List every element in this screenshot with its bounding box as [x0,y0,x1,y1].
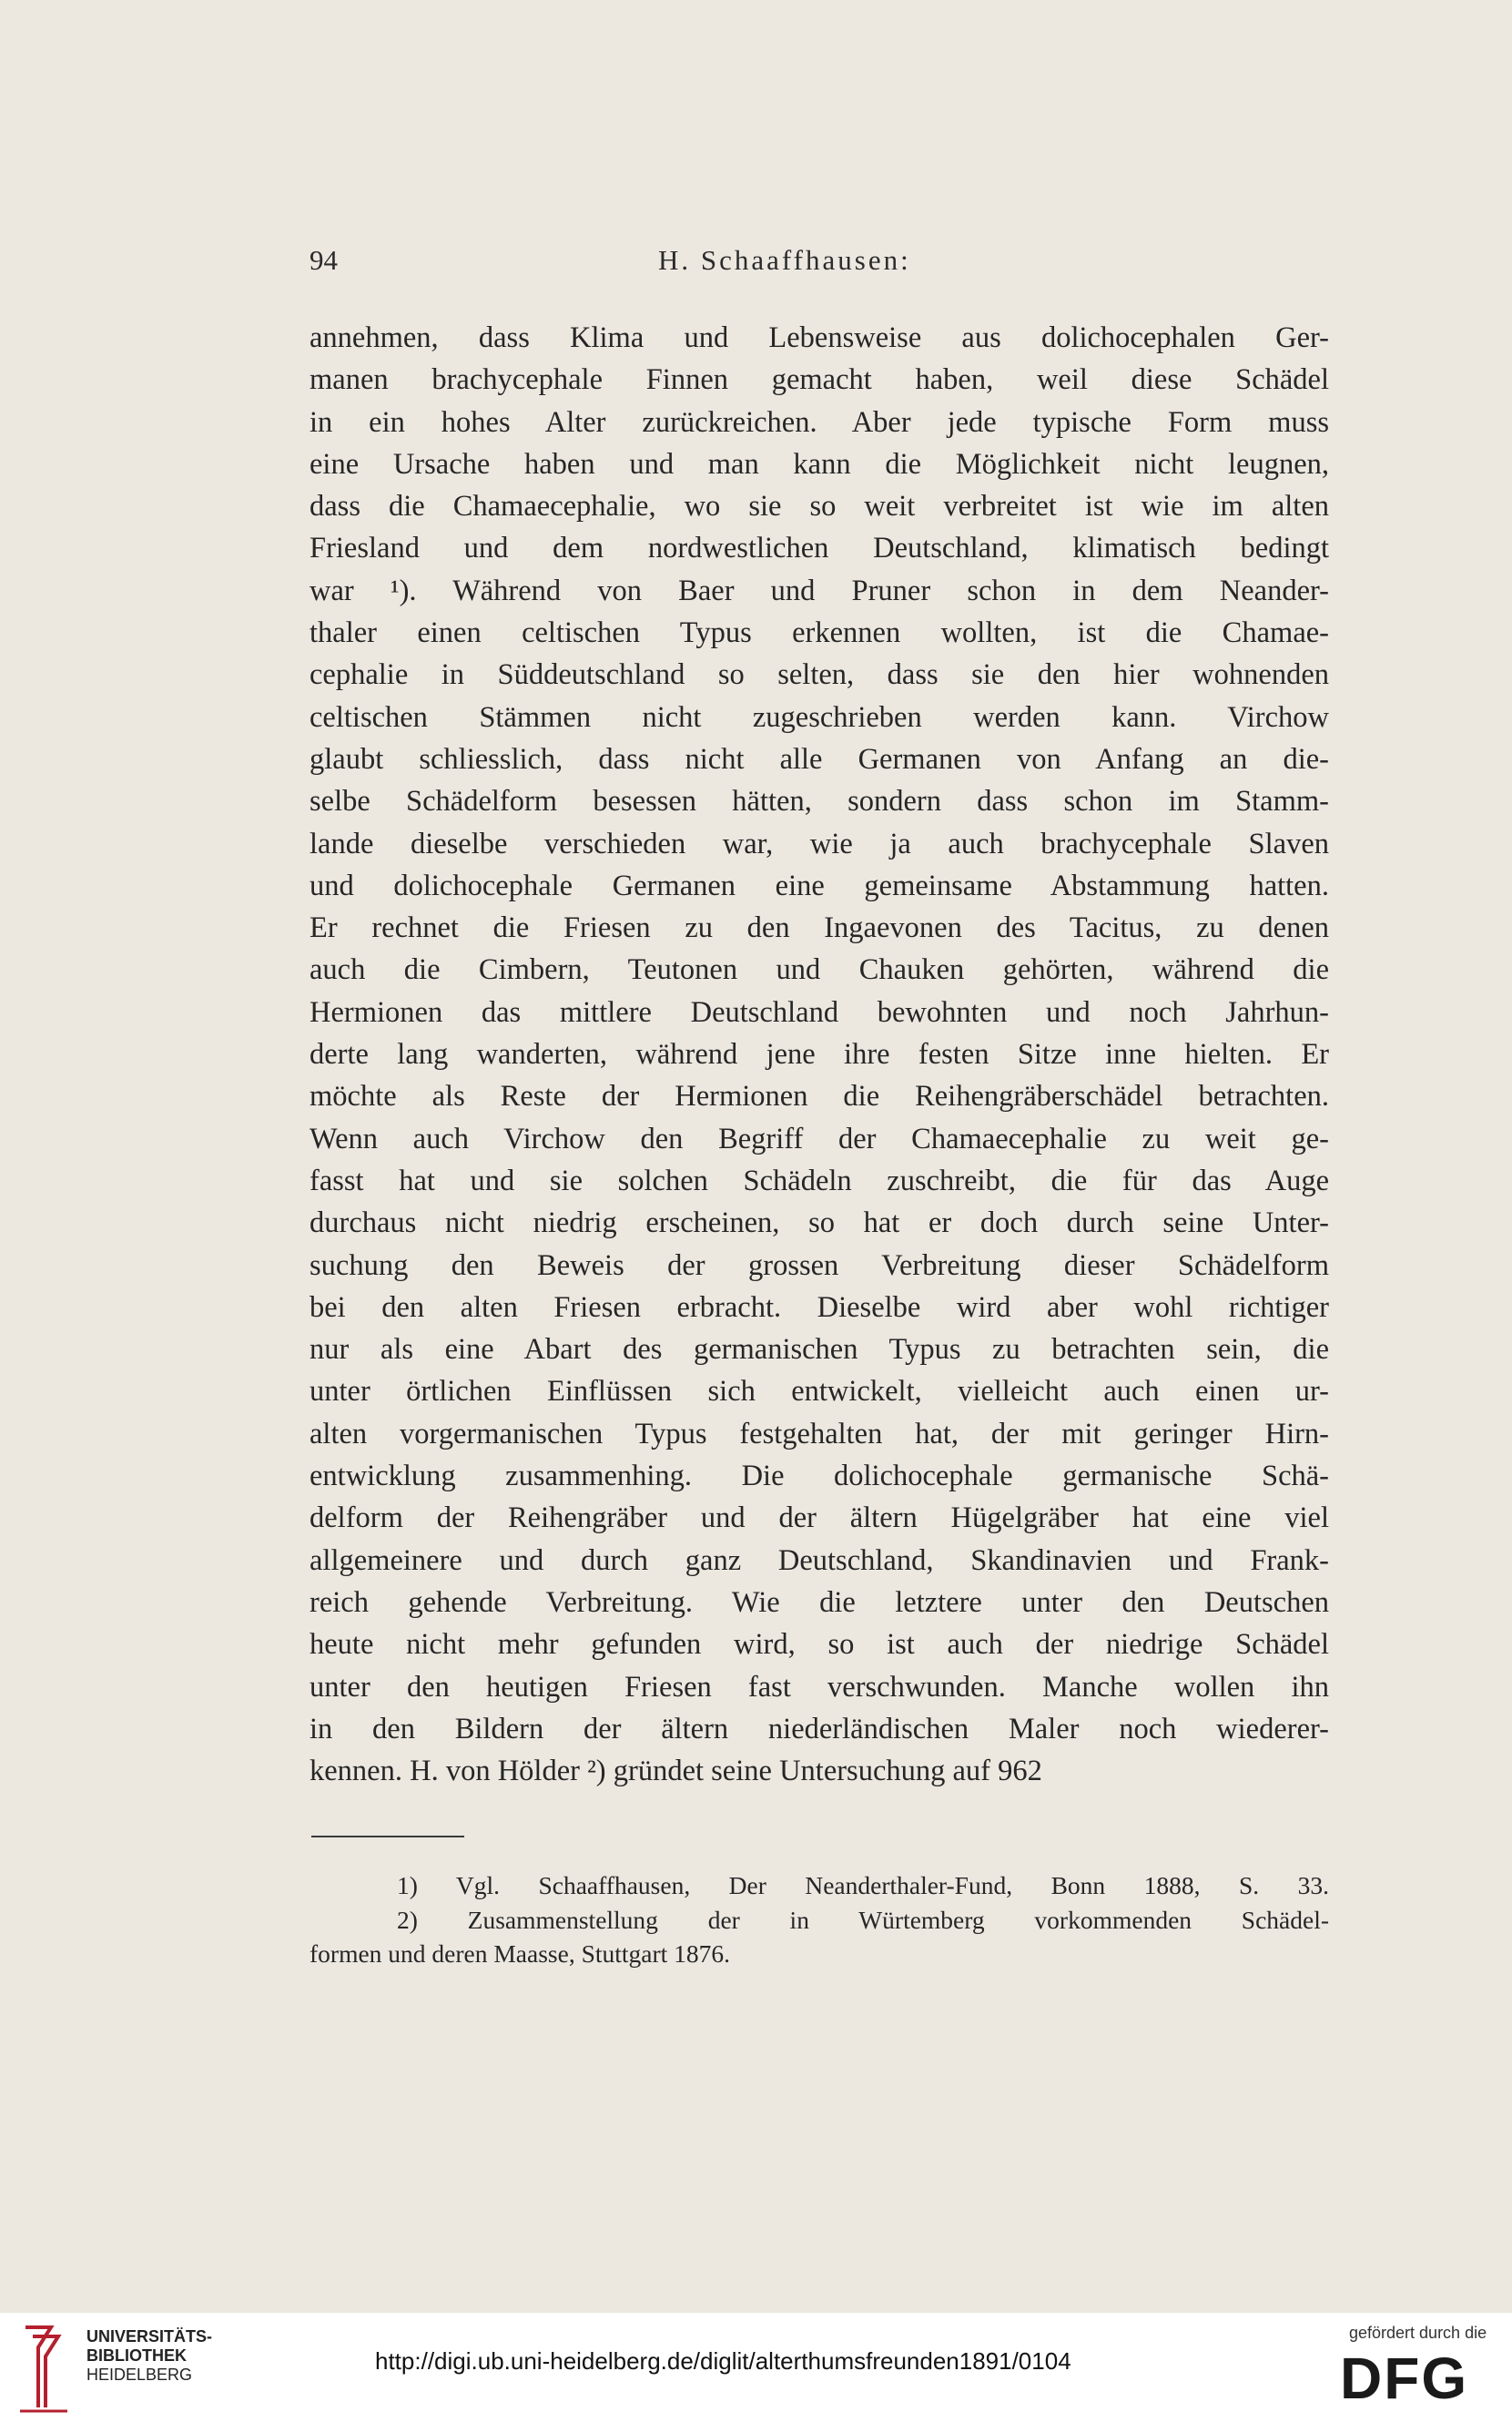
text-line: annehmen, dass Klima und Lebensweise aus dolichocephalen Ger- [310,321,1329,354]
library-name-line-2: BIBLIOTHEK [86,2346,187,2365]
text-line: kennen. H. von Hölder ²) gründet seine Untersuchung auf 962 [310,1755,1042,1788]
text-line: Hermionen das mittlere Deutschland bewohnten und noch Jahrhun- [310,995,1329,1029]
text-line: allgemeinere und durch ganz Deutschland, Skandinavien und Frank- [310,1543,1329,1577]
text-line: unter den heutigen Friesen fast verschwunden. Manche wollen ihn [310,1670,1329,1704]
text-line: manen brachycephale Finnen gemacht haben, weil diese Schädel [310,363,1329,397]
text-line: auch die Cimbern, Teutonen und Chauken gehörten, während die [310,953,1329,987]
page-number: 94 [310,244,338,276]
library-logo-icon [16,2320,71,2415]
text-line: bei den alten Friesen erbracht. Dieselbe wird aber wohl richtiger [310,1290,1329,1324]
footnote-2: 2) Zusammenstellung der in Würtemberg vorkommenden Schädel- [397,1905,1329,1934]
text-line: heute nicht mehr gefunden wird, so ist auch der niedrige Schädel [310,1628,1329,1662]
footnotes [310,1868,1329,1971]
text-line: nur als eine Abart des germanischen Typus zu betrachten sein, die [310,1333,1329,1367]
text-line: dass die Chamaecephalie, wo sie so weit verbreitet ist wie im alten [310,490,1329,524]
text-line: thaler einen celtischen Typus erkennen wollten, ist die Chamae- [310,616,1329,650]
footnote-1: 1) Vgl. Schaaffhausen, Der Neanderthaler-Fund, Bonn 1888, S. 33. [397,1871,1329,1899]
text-line: möchte als Reste der Hermionen die Reihengräberschädel betrachten. [310,1080,1329,1114]
text-line: in ein hohes Alter zurückreichen. Aber jede typische Form muss [310,405,1329,439]
text-line: lande dieselbe verschieden war, wie ja auch brachycephale Slaven [310,827,1329,860]
text-line: alten vorgermanischen Typus festgehalten hat, der mit geringer Hirn- [310,1417,1329,1450]
text-line: unter örtlichen Einflüssen sich entwickelt, vielleicht auch einen ur- [310,1375,1329,1409]
text-line: Wenn auch Virchow den Begriff der Chamaecephalie zu weit ge- [310,1122,1329,1155]
text-line: in den Bildern der ältern niederländischen Maler noch wiederer- [310,1712,1329,1745]
permalink-url[interactable]: http://digi.ub.uni-heidelberg.de/diglit/alterthumsfreunden1891/0104 [375,2347,1071,2375]
library-name-line-3: HEIDELBERG [86,2366,193,2384]
text-line: durchaus nicht niedrig erscheinen, so hat er doch durch seine Unter- [310,1206,1329,1240]
text-line: Er rechnet die Friesen zu den Ingaevonen des Tacitus, zu denen [310,911,1329,945]
text-line: derte lang wanderten, während jene ihre festen Sitze inne hielten. Er [310,1038,1329,1072]
text-line: suchung den Beweis der grossen Verbreitung dieser Schädelform [310,1248,1329,1282]
running-head: H. Schaaffhausen: [658,244,911,276]
text-line: delform der Reihengräber und der ältern Hügelgräber hat eine viel [310,1501,1329,1535]
library-name-line-1: UNIVERSITÄTS- [86,2327,213,2346]
text-line: cephalie in Süddeutschland so selten, dass sie den hier wohnenden [310,658,1329,692]
text-line: Friesland und dem nordwestlichen Deutschland, klimatisch bedingt [310,532,1329,565]
body-text [310,317,1329,1792]
dfg-logo: DFG [1340,2346,1469,2411]
footnote-divider [311,1836,464,1837]
text-line: selbe Schädelform besessen hätten, sondern dass schon im Stamm- [310,785,1329,819]
text-line: celtischen Stämmen nicht zugeschrieben werden kann. Virchow [310,700,1329,734]
text-line: und dolichocephale Germanen eine gemeinsame Abstammung hatten. [310,869,1329,902]
page-header [310,244,1329,290]
text-line: entwicklung zusammenhing. Die dolichocephale germanische Schä- [310,1460,1329,1493]
text-line: reich gehende Verbreitung. Wie die letztere unter den Deutschen [310,1585,1329,1619]
text-line: fasst hat und sie solchen Schädeln zuschreibt, die für das Auge [310,1164,1329,1197]
library-name [86,2327,212,2385]
text-line: glaubt schliesslich, dass nicht alle Germanen von Anfang an die- [310,742,1329,776]
footnote-2-continuation: formen und deren Maasse, Stuttgart 1876. [310,1939,731,1968]
text-line: war ¹). Während von Baer und Pruner schon in dem Neander- [310,574,1329,607]
funding-label: gefördert durch die [1349,2324,1487,2342]
text-line: eine Ursache haben und man kann die Möglichkeit nicht leugnen, [310,447,1329,481]
